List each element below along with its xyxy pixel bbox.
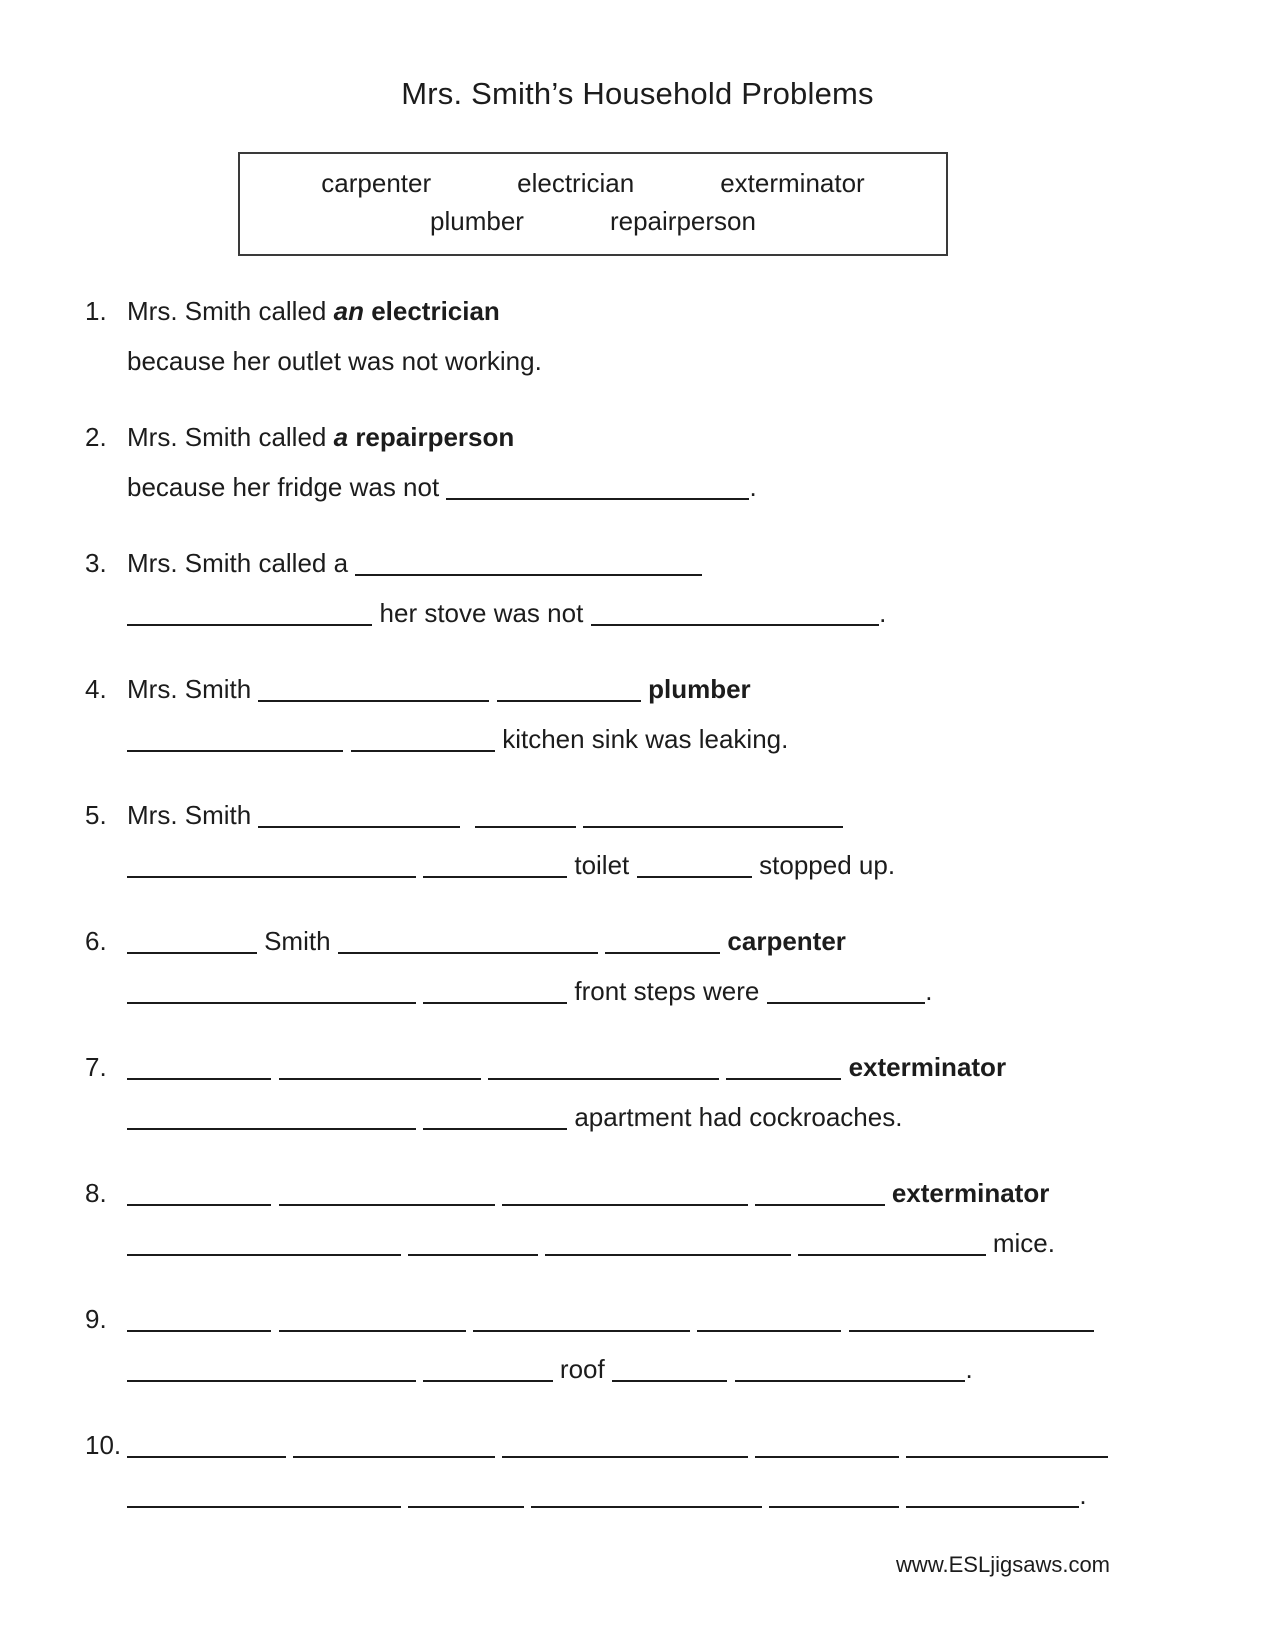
text-segment: carpenter (727, 926, 846, 956)
fill-in-blank (502, 1204, 747, 1206)
text-segment: stopped up. (751, 850, 896, 880)
worksheet-item (85, 412, 1275, 512)
fill-in-blank (127, 1456, 286, 1458)
text-segment: kitchen sink was leaking. (494, 724, 789, 754)
text-segment: Mrs. Smith (127, 674, 259, 704)
word-bank-word: repairperson (609, 206, 756, 236)
text-segment (841, 1304, 848, 1334)
item-line (127, 1168, 1275, 1218)
fill-in-blank (127, 952, 257, 954)
fill-in-blank (127, 1254, 401, 1256)
fill-in-blank (423, 1128, 567, 1130)
text-segment (401, 1480, 408, 1510)
item-line (127, 1092, 1275, 1142)
text-segment (271, 1052, 278, 1082)
fill-in-blank (755, 1204, 885, 1206)
word-bank-word: carpenter (321, 168, 432, 198)
fill-in-blank (769, 1506, 899, 1508)
item-content (127, 286, 1275, 386)
items-list (85, 286, 1275, 1520)
item-number: 4. (85, 674, 107, 704)
item-number: 9. (85, 1304, 107, 1334)
fill-in-blank (767, 1002, 926, 1004)
fill-in-blank (497, 700, 641, 702)
text-segment (481, 1052, 488, 1082)
text-segment (719, 1052, 726, 1082)
item-line (127, 1042, 1275, 1092)
item-content (127, 664, 1275, 764)
text-segment (343, 724, 350, 754)
text-segment (416, 976, 423, 1006)
text-segment: . (1079, 1480, 1087, 1510)
fill-in-blank (408, 1506, 523, 1508)
fill-in-blank (475, 826, 576, 828)
text-segment: electrician (371, 296, 500, 326)
footer-url: www.ESLjigsaws.com (896, 1552, 1110, 1577)
item-line (127, 412, 1275, 462)
word-bank-word: exterminator (720, 168, 865, 198)
fill-in-blank (446, 498, 749, 500)
text-segment: mice. (985, 1228, 1055, 1258)
text-segment (286, 1430, 293, 1460)
item-line (127, 1218, 1275, 1268)
fill-in-blank (906, 1456, 1108, 1458)
text-segment (762, 1480, 769, 1510)
fill-in-blank (258, 826, 460, 828)
worksheet-item (85, 1294, 1275, 1394)
text-segment (748, 1178, 755, 1208)
fill-in-blank (127, 1002, 416, 1004)
fill-in-blank (531, 1506, 762, 1508)
text-segment: . (879, 598, 887, 628)
item-number: 5. (85, 800, 107, 830)
text-segment: her stove was not (372, 598, 591, 628)
fill-in-blank (798, 1254, 986, 1256)
word-bank-word: electrician (517, 168, 635, 198)
item-number: 10. (85, 1430, 122, 1460)
text-segment (899, 1480, 906, 1510)
text-segment (416, 850, 423, 880)
text-segment (460, 800, 474, 830)
fill-in-blank (127, 1506, 401, 1508)
item-content (127, 412, 1275, 512)
text-segment: Mrs. Smith called a (127, 548, 356, 578)
item-content (127, 538, 1275, 638)
text-segment (466, 1304, 473, 1334)
item-line (127, 462, 1275, 512)
item-number: 2. (85, 422, 107, 452)
word-bank-box (238, 152, 948, 256)
text-segment: . (749, 472, 757, 502)
text-segment (748, 1430, 755, 1460)
text-segment (576, 800, 583, 830)
fill-in-blank (591, 624, 880, 626)
worksheet-item (85, 1420, 1275, 1520)
page-title: Mrs. Smith’s Household Problems (401, 76, 874, 111)
fill-in-blank (583, 826, 843, 828)
fill-in-blank (423, 1380, 553, 1382)
text-segment (641, 674, 648, 704)
word-bank-word: plumber (430, 206, 524, 236)
fill-in-blank (697, 1330, 841, 1332)
item-line (127, 336, 1275, 386)
text-segment: front steps were (567, 976, 767, 1006)
text-segment (538, 1228, 545, 1258)
item-number: 7. (85, 1052, 107, 1082)
fill-in-blank (849, 1330, 1094, 1332)
fill-in-blank (735, 1380, 966, 1382)
text-segment (727, 1354, 734, 1384)
text-segment (899, 1430, 906, 1460)
text-segment: exterminator (891, 1178, 1050, 1208)
fill-in-blank (502, 1456, 747, 1458)
text-segment: because her outlet was not working. (127, 346, 542, 376)
text-segment (791, 1228, 798, 1258)
fill-in-blank (726, 1078, 841, 1080)
text-segment: . (925, 976, 933, 1006)
fill-in-blank (338, 952, 598, 954)
worksheet-item (85, 664, 1275, 764)
fill-in-blank (351, 750, 495, 752)
item-line (127, 840, 1275, 890)
item-line (127, 664, 1275, 714)
fill-in-blank (488, 1078, 719, 1080)
fill-in-blank (293, 1456, 495, 1458)
item-line (127, 790, 1275, 840)
text-segment (271, 1178, 278, 1208)
text-segment: exterminator (848, 1052, 1007, 1082)
item-line (127, 1294, 1275, 1344)
text-segment: Mrs. Smith called (127, 422, 334, 452)
word-bank-row-2 (240, 202, 946, 240)
fill-in-blank (279, 1204, 495, 1206)
text-segment (495, 1178, 502, 1208)
text-segment: Mrs. Smith called (127, 296, 334, 326)
fill-in-blank (755, 1456, 899, 1458)
text-segment: plumber (648, 674, 751, 704)
text-segment: Mrs. Smith (127, 800, 259, 830)
item-content (127, 1420, 1275, 1520)
text-segment: a (333, 422, 349, 452)
fill-in-blank (637, 876, 752, 878)
fill-in-blank (127, 624, 372, 626)
fill-in-blank (127, 1330, 271, 1332)
text-segment (489, 674, 496, 704)
text-segment (598, 926, 605, 956)
text-segment (841, 1052, 848, 1082)
fill-in-blank (127, 876, 416, 878)
item-line (127, 1420, 1275, 1470)
item-number: 6. (85, 926, 107, 956)
text-segment: repairperson (355, 422, 515, 452)
fill-in-blank (127, 750, 343, 752)
item-number: 8. (85, 1178, 107, 1208)
word-bank-row-1 (240, 164, 946, 202)
item-content (127, 790, 1275, 890)
fill-in-blank (127, 1380, 416, 1382)
text-segment (416, 1102, 423, 1132)
item-line (127, 1344, 1275, 1394)
fill-in-blank (612, 1380, 727, 1382)
text-segment: toilet (567, 850, 637, 880)
item-number: 3. (85, 548, 107, 578)
fill-in-blank (279, 1330, 467, 1332)
text-segment: because her fridge was not (127, 472, 447, 502)
text-segment (495, 1430, 502, 1460)
text-segment (524, 1480, 531, 1510)
fill-in-blank (473, 1330, 689, 1332)
fill-in-blank (423, 876, 567, 878)
item-line (127, 1470, 1275, 1520)
fill-in-blank (127, 1078, 271, 1080)
fill-in-blank (279, 1078, 481, 1080)
item-line (127, 966, 1275, 1016)
worksheet-item (85, 790, 1275, 890)
worksheet-item (85, 286, 1275, 386)
text-segment: . (965, 1354, 973, 1384)
item-content (127, 1042, 1275, 1142)
worksheet-item (85, 1042, 1275, 1142)
text-segment (401, 1228, 408, 1258)
worksheet-item (85, 1168, 1275, 1268)
fill-in-blank (127, 1128, 416, 1130)
fill-in-blank (423, 1002, 567, 1004)
fill-in-blank (258, 700, 489, 702)
item-content (127, 916, 1275, 1016)
item-line (127, 538, 1275, 588)
text-segment (271, 1304, 278, 1334)
text-segment (416, 1354, 423, 1384)
fill-in-blank (355, 574, 701, 576)
item-line (127, 588, 1275, 638)
fill-in-blank (408, 1254, 538, 1256)
item-content (127, 1168, 1275, 1268)
text-segment (885, 1178, 892, 1208)
item-line (127, 714, 1275, 764)
fill-in-blank (605, 952, 720, 954)
item-content (127, 1294, 1275, 1394)
fill-in-blank (545, 1254, 790, 1256)
item-number: 1. (85, 296, 107, 326)
worksheet-item (85, 916, 1275, 1016)
item-line (127, 286, 1275, 336)
fill-in-blank (127, 1204, 271, 1206)
text-segment: roof (552, 1354, 612, 1384)
item-line (127, 916, 1275, 966)
text-segment: Smith (256, 926, 338, 956)
text-segment: an (333, 296, 364, 326)
text-segment: apartment had cockroaches. (567, 1102, 903, 1132)
worksheet-item (85, 538, 1275, 638)
text-segment (690, 1304, 697, 1334)
fill-in-blank (906, 1506, 1079, 1508)
